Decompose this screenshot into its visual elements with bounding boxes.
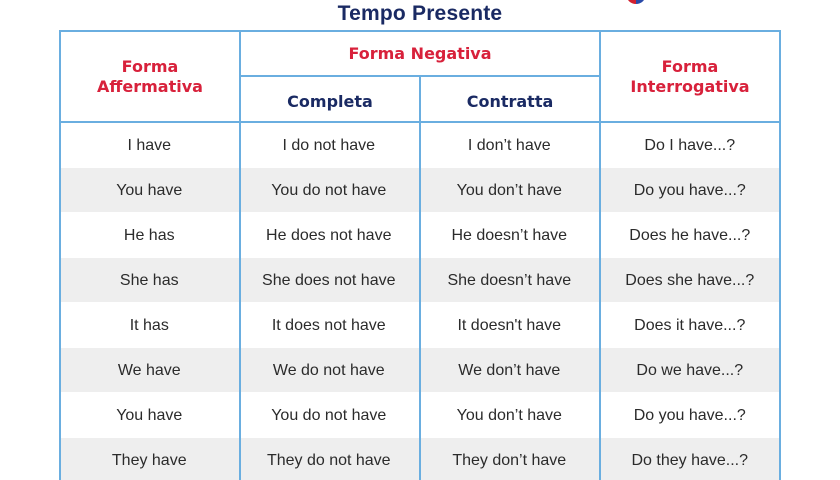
cell-negativa-contratta: He doesn’t have: [451, 226, 568, 244]
cell-interrogativa: Do we have...?: [636, 361, 744, 379]
cell-affermativa: They have: [111, 451, 187, 469]
cell-negativa-completa: It does not have: [271, 316, 386, 334]
cell-negativa-completa: I do not have: [282, 136, 376, 154]
cell-interrogativa: Do they have...?: [631, 451, 749, 469]
cell-interrogativa: Do you have...?: [633, 406, 746, 424]
cell-negativa-completa: You do not have: [271, 181, 387, 199]
cell-affermativa: He has: [123, 226, 175, 244]
header-affermativa-line1: Forma: [121, 56, 179, 76]
header-contratta: Contratta: [466, 91, 554, 111]
cell-affermativa: I have: [127, 136, 172, 154]
cell-interrogativa: Does it have...?: [634, 316, 746, 334]
cell-negativa-completa: She does not have: [262, 271, 396, 289]
table-header: [61, 32, 779, 123]
cell-interrogativa: Does she have...?: [625, 271, 755, 289]
divider: [599, 123, 601, 480]
cell-affermativa: It has: [129, 316, 169, 334]
header-forma-negativa: Forma Negativa: [348, 43, 492, 63]
cell-affermativa: She has: [119, 271, 179, 289]
cell-negativa-contratta: I don’t have: [467, 136, 551, 154]
cell-negativa-completa: You do not have: [271, 406, 387, 424]
header-forma-interrogativa: [601, 32, 779, 121]
cell-negativa-completa: He does not have: [266, 226, 392, 244]
header-completa: Completa: [287, 91, 373, 111]
header-interrogativa-line1: Forma: [661, 56, 719, 76]
cell-negativa-contratta: You don’t have: [456, 406, 562, 424]
divider: [239, 123, 241, 480]
page-title: Tempo Presente: [337, 2, 503, 25]
cell-interrogativa: Does he have...?: [629, 226, 751, 244]
header-forma-affermativa: [61, 32, 239, 121]
divider: [419, 123, 421, 480]
cell-negativa-contratta: They don’t have: [452, 451, 567, 469]
cell-negativa-completa: We do not have: [272, 361, 385, 379]
cell-interrogativa: Do you have...?: [633, 181, 746, 199]
conjugation-table: [59, 30, 781, 480]
cell-interrogativa: Do I have...?: [644, 136, 736, 154]
cell-affermativa: You have: [116, 406, 183, 424]
cell-affermativa: You have: [116, 181, 183, 199]
cell-affermativa: We have: [117, 361, 181, 379]
header-affermativa-line2: Affermativa: [97, 76, 203, 96]
cell-negativa-contratta: We don’t have: [458, 361, 561, 379]
cell-negativa-contratta: You don’t have: [456, 181, 562, 199]
cell-negativa-contratta: It doesn't have: [457, 316, 562, 334]
cell-negativa-completa: They do not have: [266, 451, 391, 469]
cell-negativa-contratta: She doesn’t have: [447, 271, 572, 289]
header-interrogativa-line2: Interrogativa: [630, 76, 750, 96]
